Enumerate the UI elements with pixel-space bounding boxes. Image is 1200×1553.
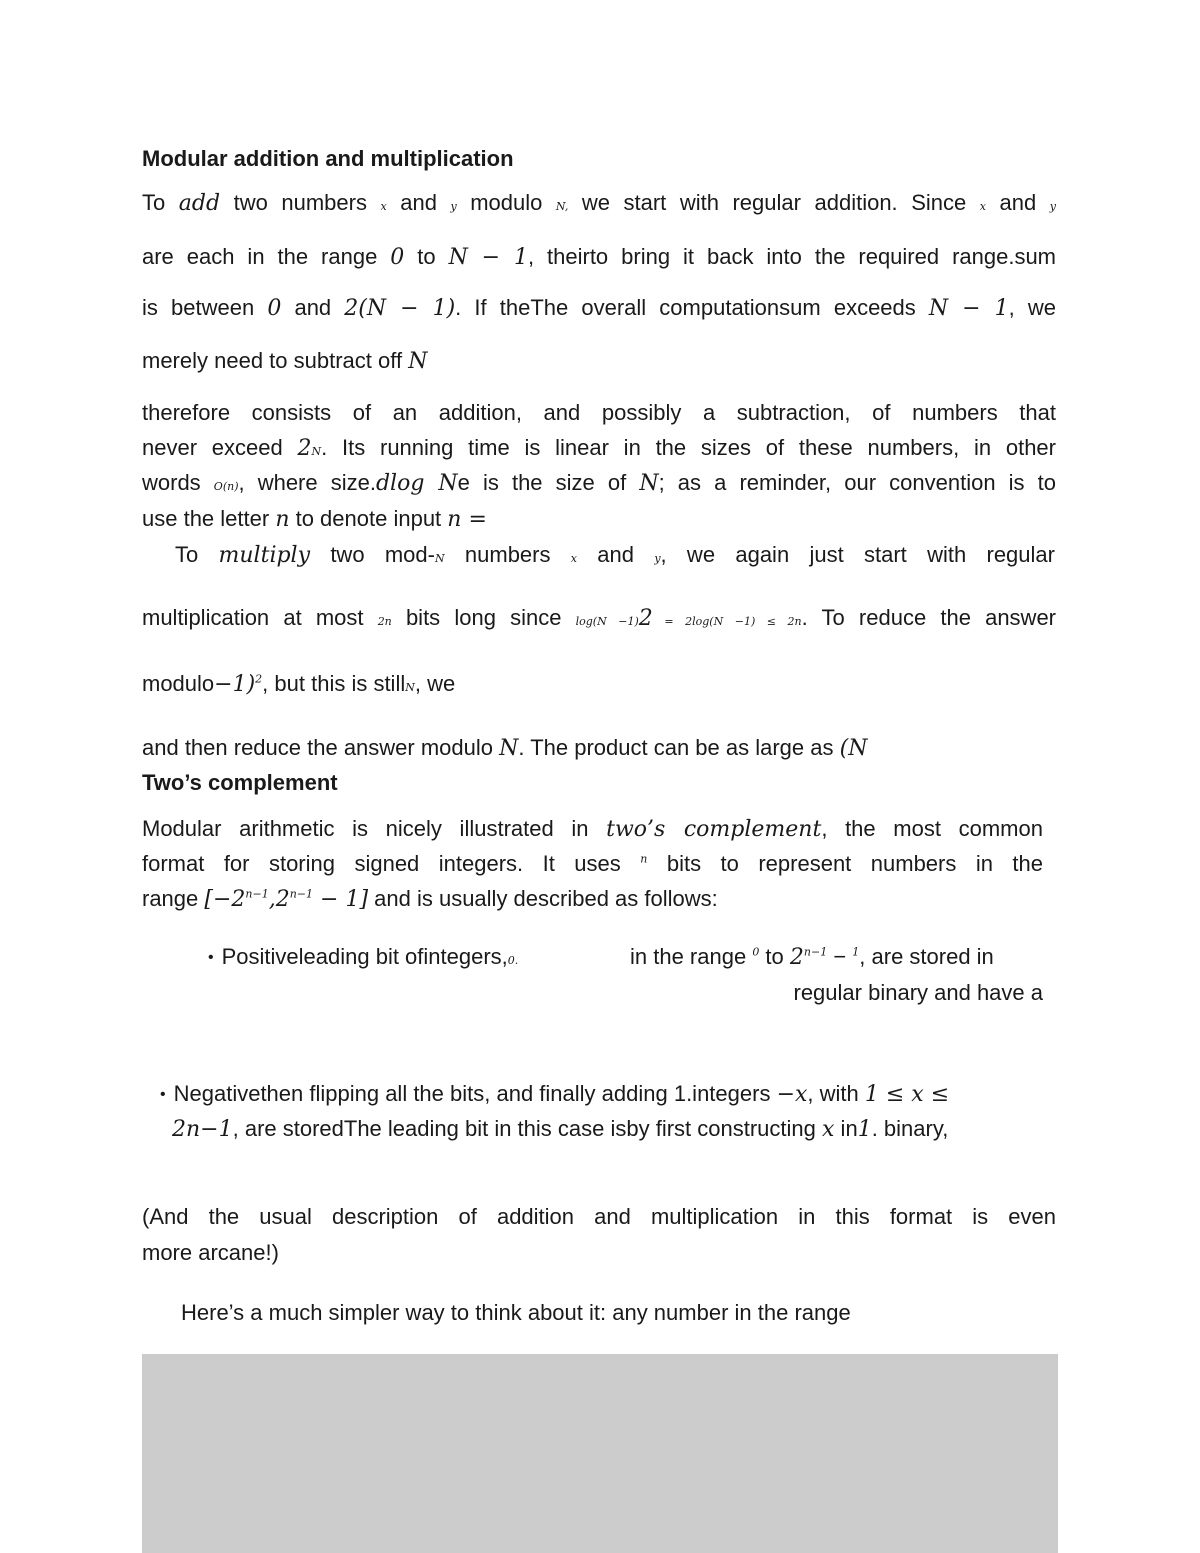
- text-run: and: [281, 295, 345, 320]
- math: dlog N: [375, 471, 458, 496]
- text-run: numbers: [444, 542, 571, 567]
- paragraph-line: Here’s a much simpler way to think about it: any number in the range: [181, 1300, 851, 1325]
- paragraph-line: [142, 348, 427, 375]
- math: −x: [776, 1082, 808, 1107]
- text-run: ; as a reminder, our convention is to: [658, 470, 1056, 495]
- text-run: and: [985, 190, 1050, 215]
- text-run: bits to represent numbers in the: [647, 851, 1044, 876]
- math: N − 1: [448, 245, 528, 270]
- math: (N: [839, 736, 868, 761]
- math: 2: [297, 436, 312, 461]
- text-run: , are storedThe leading bit in this case isby first constructing: [232, 1116, 823, 1141]
- text-run: −: [827, 944, 853, 969]
- math-sub: 0: [507, 954, 515, 967]
- paragraph-line: [175, 542, 1055, 569]
- text-run: are each in the range: [142, 244, 391, 269]
- paragraph-line: [142, 190, 1056, 217]
- text-run: in the range: [630, 944, 753, 969]
- paragraph-line: [142, 400, 1056, 426]
- math-sub: .: [514, 954, 519, 967]
- text-run: , with: [807, 1081, 865, 1106]
- math-sup: n−1: [245, 887, 269, 901]
- math: 0: [267, 296, 282, 321]
- text-run: and is usually described as follows:: [368, 886, 718, 911]
- bullet-icon: •: [160, 1086, 166, 1103]
- math: 2: [789, 945, 804, 970]
- text-run: . If theThe overall computationsum exceeds: [455, 295, 929, 320]
- text-run: in: [834, 1116, 858, 1141]
- math: n =: [447, 507, 487, 532]
- math: 2n−1: [172, 1117, 233, 1142]
- paragraph-line: [142, 886, 718, 913]
- math-sup: 0: [752, 945, 760, 959]
- text-run: to denote input: [289, 506, 448, 531]
- math: = 2log(N −1) ≤ 2n: [652, 615, 802, 628]
- math-sub: N: [311, 445, 322, 458]
- math-sub: N: [434, 552, 445, 565]
- grey-placeholder-block: [142, 1354, 1058, 1553]
- text-run: bits long since: [391, 605, 576, 630]
- math-y: y: [1049, 200, 1056, 213]
- paragraph-line: [142, 851, 1043, 877]
- math: 1 ≤ x ≤: [864, 1082, 950, 1107]
- text-run: never exceed: [142, 435, 298, 460]
- math-add: add: [178, 191, 221, 216]
- math-y: y: [654, 552, 661, 565]
- math-sup: n−1: [803, 945, 828, 959]
- text-run: range: [142, 886, 205, 911]
- paragraph-line: [142, 435, 1056, 462]
- text-run: multiplication at most: [142, 605, 378, 630]
- text-run: Positiveleading bit ofintegers,: [221, 944, 508, 969]
- text-run: , but this is still: [262, 671, 406, 696]
- paragraph-line: [142, 671, 455, 698]
- text-run: is between: [142, 295, 268, 320]
- paragraph-line: [142, 470, 1056, 497]
- math-n: N,: [555, 200, 569, 213]
- text-run: To: [142, 190, 179, 215]
- math: log(N −1): [575, 615, 639, 628]
- text-run: to: [759, 944, 790, 969]
- text-run: we start with regular addition. Since: [568, 190, 980, 215]
- paragraph-line: [142, 816, 1043, 843]
- paragraph-line: [142, 605, 1056, 632]
- text-run: Negativethen flipping all the bits, and finally adding 1.integers: [173, 1081, 777, 1106]
- text-run: two mod-: [310, 542, 435, 567]
- text-run: to: [404, 244, 449, 269]
- text-run: , we: [1008, 295, 1056, 320]
- text-run: e is the size of: [457, 470, 640, 495]
- text-run: therefore consists of an addition, and possibly a subtraction, of numbers that: [142, 400, 1056, 425]
- math: 2n: [377, 615, 392, 628]
- math-sub: N: [405, 681, 415, 694]
- math-sup: n−1: [289, 887, 314, 901]
- text-run: . binary,: [871, 1116, 949, 1141]
- text-run: use the letter: [142, 506, 276, 531]
- text-run: and: [577, 542, 655, 567]
- text-run: . To reduce the answer: [801, 605, 1057, 630]
- text-run: , are stored in: [859, 944, 994, 969]
- paragraph-line: [142, 506, 487, 533]
- list-item-continuation: [172, 1116, 948, 1143]
- text-run: and then reduce the answer modulo: [142, 735, 500, 760]
- paragraph-line: (And the usual description of addition and multiplication in this format is even: [142, 1204, 1056, 1229]
- text-run: , we again just start with regular: [660, 542, 1055, 567]
- text-run: modulo: [142, 671, 215, 696]
- list-item-continuation: [630, 944, 994, 971]
- list-item-continuation: regular binary and have a: [793, 980, 1043, 1005]
- section-heading-modular: Modular addition and multiplication: [142, 146, 514, 171]
- math-multiply: multiply: [218, 543, 311, 568]
- text-run: words: [142, 470, 214, 495]
- text-run: Modular arithmetic is nicely illustrated in: [142, 816, 607, 841]
- paragraph-line: [142, 735, 867, 762]
- paragraph-line: [142, 295, 1056, 322]
- math-big-o: O(n): [213, 480, 239, 493]
- term-twos-complement: two’s complement: [606, 817, 822, 842]
- text-run: two numbers: [220, 190, 381, 215]
- math: N − 1: [928, 296, 1009, 321]
- text-run: . Its running time is linear in the sizes of these numbers, in other: [321, 435, 1056, 460]
- math: 1: [857, 1117, 872, 1142]
- math: n: [275, 507, 290, 532]
- math: ,2: [268, 887, 290, 912]
- paragraph-line: more arcane!): [142, 1240, 279, 1265]
- text-run: merely need to subtract off: [142, 348, 409, 373]
- text-run: , we: [414, 671, 456, 696]
- text-run: . The product can be as large as: [518, 735, 840, 760]
- section-heading-twos-complement: Two’s complement: [142, 770, 338, 795]
- paragraph-line: [142, 244, 1056, 271]
- math: [−2: [204, 887, 246, 912]
- text-run: modulo: [456, 190, 556, 215]
- math: x: [822, 1117, 835, 1142]
- math-sup: 2: [255, 672, 263, 686]
- math-x: x: [570, 552, 578, 565]
- list-item: [208, 944, 518, 970]
- math-sup: n: [640, 852, 648, 866]
- math: 2: [638, 606, 653, 631]
- text-run: , theirto bring it back into the required range.sum: [527, 244, 1057, 269]
- text-run: , the most common: [821, 816, 1043, 841]
- list-item: [160, 1081, 949, 1108]
- math: N: [639, 471, 659, 496]
- math: −1): [214, 672, 256, 697]
- text-run: , where size.: [238, 470, 376, 495]
- math: 0: [390, 245, 405, 270]
- math-y: y: [450, 200, 457, 213]
- math: − 1]: [313, 887, 369, 912]
- text-run: and: [386, 190, 451, 215]
- math: N: [499, 736, 519, 761]
- text-run: To: [175, 542, 219, 567]
- bullet-icon: •: [208, 949, 214, 966]
- math-x: x: [380, 200, 387, 213]
- math-sup: 1: [852, 945, 860, 959]
- text-run: format for storing signed integers. It uses: [142, 851, 641, 876]
- math-x: x: [979, 200, 986, 213]
- math: N: [408, 349, 428, 374]
- math: 2(N − 1): [344, 296, 456, 321]
